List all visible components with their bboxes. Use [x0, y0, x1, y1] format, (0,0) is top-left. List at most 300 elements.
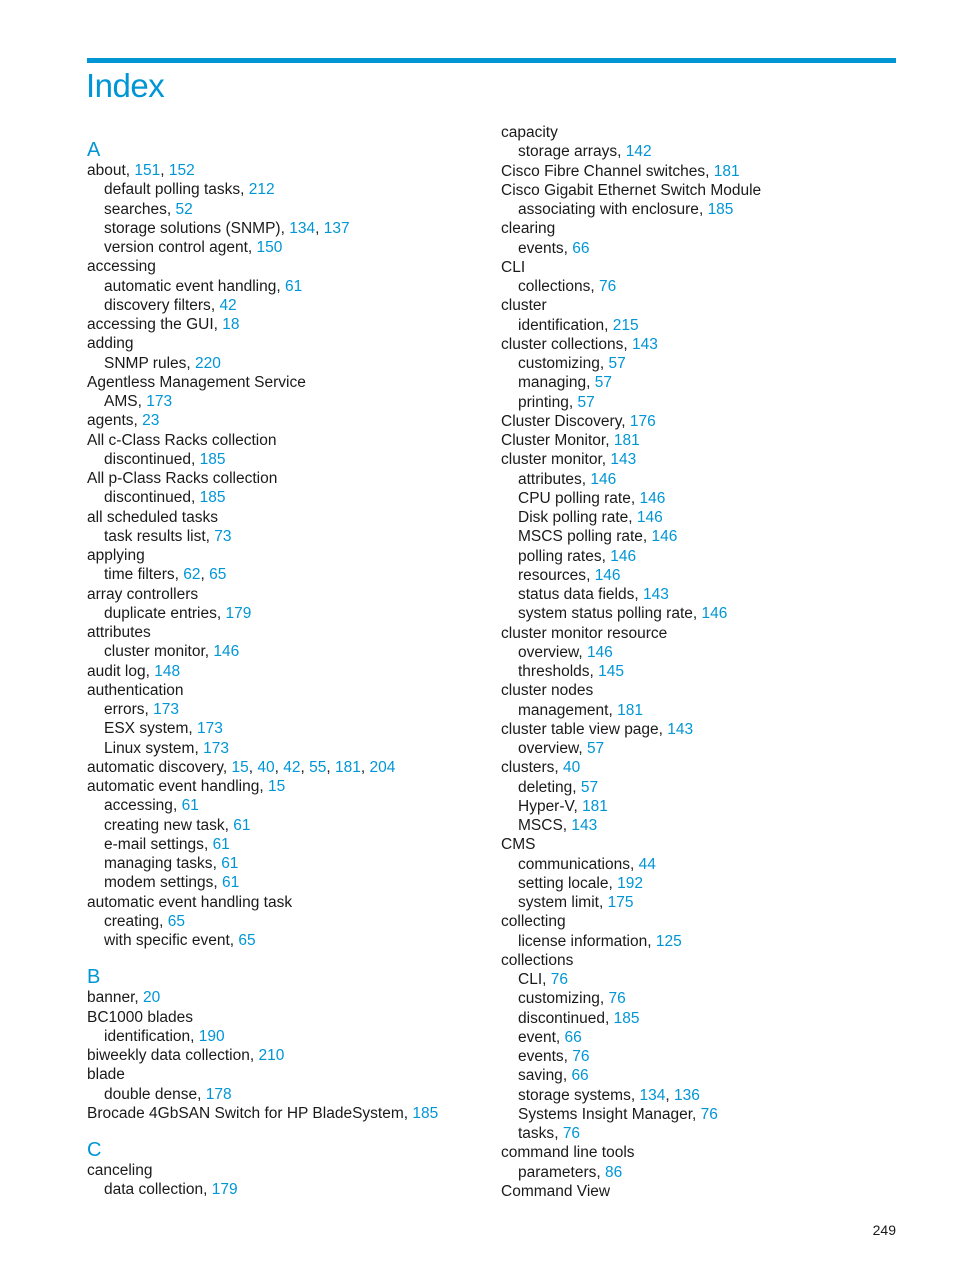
index-entry: audit log, 148: [87, 662, 181, 680]
index-entry: cluster collections, 143: [501, 335, 658, 353]
page-reference-link[interactable]: 15: [267, 778, 286, 795]
index-term: Cisco Gigabit Ethernet Switch Module: [501, 181, 762, 199]
index-entry: [87, 546, 487, 565]
index-term: e-mail settings: [104, 835, 204, 853]
page-reference-link[interactable]: 176: [629, 412, 656, 430]
page-reference-link[interactable]: 65: [167, 912, 186, 930]
page-reference-link[interactable]: 210: [258, 1047, 285, 1064]
page-reference-link[interactable]: 220: [195, 354, 221, 372]
page-reference-link[interactable]: 185: [707, 201, 734, 218]
index-term: Brocade 4GbSAN Switch for HP BladeSystem: [87, 1104, 404, 1122]
index-term: data collection: [104, 1181, 204, 1199]
page-reference-link[interactable]: 134: [289, 219, 316, 237]
index-term: agents: [87, 412, 134, 430]
index-term: creating: [104, 912, 160, 930]
page-reference-link[interactable]: 66: [571, 1067, 589, 1085]
page-reference-link[interactable]: 76: [550, 971, 568, 988]
page-reference-link[interactable]: 57: [586, 740, 605, 757]
index-subentry: MSCS, 143: [518, 817, 598, 834]
index-entry: accessing the GUI, 18: [87, 316, 240, 333]
index-term: thresholds: [518, 663, 590, 680]
index-term: version control agent: [104, 239, 248, 256]
index-term: cluster monitor: [104, 643, 205, 661]
page-reference-link[interactable]: 73: [214, 527, 232, 545]
index-subentry: deleting, 57: [518, 778, 599, 796]
index-term: Cisco Fibre Channel switches: [501, 162, 706, 180]
page-reference-link[interactable]: 181: [613, 432, 640, 449]
page-reference-link[interactable]: 146: [594, 566, 621, 584]
index-subentry: double dense, 178: [104, 1085, 232, 1103]
index-subentry: AMS, 173: [104, 393, 173, 410]
page-reference-link[interactable]: 52: [175, 200, 193, 218]
page-reference-link[interactable]: 134: [639, 1086, 666, 1104]
page-reference-link[interactable]: 173: [146, 393, 173, 410]
page-reference-link[interactable]: 57: [608, 355, 626, 372]
index-term: saving: [518, 1067, 563, 1085]
page-reference-link[interactable]: 181: [582, 797, 608, 815]
index-term: events: [518, 239, 564, 257]
index-subentry: thresholds, 145: [518, 663, 625, 680]
page-reference-link[interactable]: 65: [209, 566, 227, 584]
index-subentry: storage solutions (SNMP), 134, 137: [104, 219, 350, 237]
index-term: accessing the GUI: [87, 316, 214, 333]
index-entry: agents, 23: [87, 412, 160, 430]
index-term: discontinued: [104, 450, 192, 468]
index-entry: [87, 1161, 487, 1180]
index-subentry: version control agent, 150: [104, 239, 283, 256]
page-reference-link[interactable]: 61: [233, 816, 251, 834]
page-reference-link[interactable]: 57: [594, 374, 612, 392]
index-term: storage arrays: [518, 143, 618, 161]
page-reference-link[interactable]: 61: [284, 277, 303, 295]
index-subentry: duplicate entries, 179: [104, 604, 252, 622]
index-entry: banner, 20: [87, 989, 161, 1007]
index-subentry: customizing, 57: [518, 355, 626, 372]
page-reference-link[interactable]: 152: [168, 162, 195, 179]
index-term: CMS: [501, 836, 536, 854]
index-subentry: errors, 173: [104, 701, 179, 718]
index-subentry: searches, 52: [104, 200, 193, 218]
index-entry: [87, 431, 487, 450]
page-reference-link[interactable]: 65: [238, 932, 256, 949]
page-reference-link[interactable]: 173: [203, 739, 229, 757]
index-entry: [501, 624, 901, 643]
index-subentry: SNMP rules, 220: [104, 354, 221, 372]
index-term: CLI: [518, 971, 543, 988]
page-reference-link[interactable]: 40: [257, 758, 275, 776]
index-term: printing: [518, 393, 569, 411]
index-entry: [87, 681, 487, 700]
page-reference-link[interactable]: 137: [323, 219, 350, 237]
index-term: time filters: [104, 566, 175, 584]
index-entry: [87, 1065, 487, 1084]
index-term: canceling: [87, 1162, 153, 1179]
page-reference-link[interactable]: 76: [572, 1048, 590, 1065]
page-reference-link[interactable]: 179: [225, 604, 252, 622]
index-term: collections: [501, 951, 574, 969]
page-reference-link[interactable]: 23: [142, 412, 160, 430]
index-subentry: data collection, 179: [104, 1181, 238, 1199]
index-term: Cluster Monitor: [501, 432, 606, 449]
page-reference-link[interactable]: 146: [651, 528, 678, 546]
page-reference-link[interactable]: 61: [222, 874, 240, 892]
page-reference-link[interactable]: 181: [334, 758, 361, 776]
page-reference-link[interactable]: 145: [598, 663, 625, 680]
page-reference-link[interactable]: 185: [613, 1009, 640, 1027]
index-term: Agentless Management Service: [87, 373, 306, 391]
page-reference-link[interactable]: 175: [607, 894, 634, 911]
index-subentry: tasks, 76: [518, 1125, 581, 1142]
index-entry: automatic discovery, 15, 40, 42, 55, 181, 204: [87, 758, 396, 776]
page-reference-link[interactable]: 136: [673, 1086, 700, 1104]
index-term: double dense: [104, 1085, 198, 1103]
page-reference-link[interactable]: 57: [580, 778, 599, 796]
index-subentry: modem settings, 61: [104, 874, 240, 892]
page-reference-link[interactable]: 192: [617, 874, 643, 892]
index-term: parameters: [518, 1163, 597, 1181]
index-term: All p-Class Racks collection: [87, 470, 278, 487]
index-entry: [501, 951, 901, 970]
index-term: with specific event: [104, 932, 230, 949]
index-term: audit log: [87, 662, 146, 680]
index-term: clusters: [501, 759, 555, 777]
page-reference-link[interactable]: 20: [143, 989, 161, 1007]
index-term: license information: [518, 932, 648, 950]
index-term: cluster nodes: [501, 682, 594, 700]
page-reference-link[interactable]: 179: [211, 1181, 238, 1199]
index-subentry: task results list, 73: [104, 527, 232, 545]
index-entry: [501, 1182, 901, 1201]
index-subentry: associating with enclosure, 185: [518, 201, 734, 218]
page-reference-link[interactable]: 146: [586, 643, 613, 661]
index-column-right: [501, 123, 901, 1201]
index-term: attributes: [518, 470, 582, 488]
index-subentry: collections, 76: [518, 278, 617, 295]
index-subentry: e-mail settings, 61: [104, 835, 230, 853]
page-reference-link[interactable]: 142: [625, 143, 652, 161]
index-term: overview: [518, 643, 579, 661]
index-subentry: ESX system, 173: [104, 720, 223, 738]
index-term: capacity: [501, 124, 558, 141]
page-reference-link[interactable]: 185: [199, 450, 226, 468]
page-reference-link[interactable]: 146: [701, 605, 728, 623]
index-term: ESX system: [104, 720, 189, 738]
index-term: cluster: [501, 297, 547, 315]
index-term: default polling tasks: [104, 181, 241, 199]
index-entry: [87, 585, 487, 604]
index-subentry: discontinued, 185: [518, 1009, 640, 1027]
page-reference-link[interactable]: 18: [222, 316, 240, 333]
page-reference-link[interactable]: 61: [212, 835, 230, 853]
page-reference-link[interactable]: 15: [231, 758, 249, 776]
page-reference-link[interactable]: 181: [617, 701, 643, 719]
page-reference-link[interactable]: 55: [309, 758, 327, 776]
index-term: creating new task: [104, 816, 225, 834]
index-entry: [87, 257, 487, 276]
index-term: searches: [104, 200, 167, 218]
page-reference-link[interactable]: 40: [563, 759, 581, 777]
index-subentry: storage systems, 134, 136: [518, 1086, 700, 1104]
index-term: collections: [518, 278, 591, 295]
index-term: overview: [518, 740, 579, 757]
index-term: storage systems: [518, 1086, 631, 1104]
index-term: Systems Insight Manager: [518, 1105, 693, 1123]
index-subentry: overview, 57: [518, 740, 605, 757]
header-rule: [87, 58, 896, 63]
index-term: SNMP rules: [104, 354, 187, 372]
index-subentry: event, 66: [518, 1028, 582, 1046]
page-reference-link[interactable]: 66: [572, 239, 590, 257]
index-subentry: system status polling rate, 146: [518, 605, 728, 623]
index-term: Linux system: [104, 739, 195, 757]
index-term: biweekly data collection: [87, 1047, 250, 1064]
page-reference-link[interactable]: 146: [213, 643, 240, 661]
index-term: Cluster Discovery: [501, 412, 622, 430]
index-term: storage solutions (SNMP): [104, 219, 281, 237]
index-term: events: [518, 1048, 564, 1065]
index-term: customizing: [518, 990, 600, 1008]
index-letter-heading: C: [87, 1139, 102, 1161]
index-subentry: cluster monitor, 146: [104, 643, 240, 661]
page-reference-link[interactable]: 76: [562, 1125, 581, 1142]
index-term: cluster table view page: [501, 720, 659, 738]
index-term: system status polling rate: [518, 605, 693, 623]
page-reference-link[interactable]: 185: [199, 489, 226, 507]
page-reference-link[interactable]: 143: [667, 720, 694, 738]
index-subentry: Hyper-V, 181: [518, 797, 608, 815]
index-subentry: creating, 65: [104, 912, 186, 930]
index-subentry: saving, 66: [518, 1067, 589, 1085]
index-term: clearing: [501, 220, 556, 238]
index-term: system limit: [518, 894, 599, 911]
page-reference-link[interactable]: 146: [610, 547, 637, 565]
page-reference-link[interactable]: 66: [564, 1028, 582, 1046]
index-term: discontinued: [518, 1009, 606, 1027]
index-term: duplicate entries: [104, 604, 217, 622]
index-subentry: default polling tasks, 212: [104, 181, 275, 199]
page-reference-link[interactable]: 44: [638, 855, 656, 873]
index-subentry: identification, 190: [104, 1027, 225, 1045]
index-subentry: discovery filters, 42: [104, 296, 237, 314]
index-term: setting locale: [518, 874, 609, 892]
index-entry: [501, 681, 901, 700]
page-reference-link[interactable]: 148: [154, 662, 181, 680]
index-subentry: parameters, 86: [518, 1163, 623, 1181]
page-reference-link[interactable]: 42: [283, 758, 301, 776]
index-term: discontinued: [104, 489, 192, 507]
index-entry: [87, 469, 487, 488]
page-reference-link[interactable]: 190: [198, 1027, 225, 1045]
page-reference-link[interactable]: 86: [605, 1163, 623, 1181]
index-subentry: events, 66: [518, 239, 590, 257]
index-term: CPU polling rate: [518, 489, 631, 507]
index-entry: [501, 123, 901, 142]
page-reference-link[interactable]: 143: [631, 335, 658, 353]
index-term: managing: [518, 374, 587, 392]
index-entry: about, 151, 152: [87, 162, 195, 179]
index-term: accessing: [104, 797, 173, 815]
page-reference-link[interactable]: 61: [181, 797, 199, 815]
index-subentry: CPU polling rate, 146: [518, 489, 666, 507]
index-entry: [87, 1008, 487, 1027]
index-term: automatic event handling task: [87, 893, 293, 911]
page-reference-link[interactable]: 204: [369, 758, 396, 776]
index-entry: [87, 893, 487, 912]
page-reference-link[interactable]: 76: [608, 990, 626, 1008]
index-subentry: Disk polling rate, 146: [518, 509, 663, 526]
index-subentry: communications, 44: [518, 855, 656, 873]
index-term: adding: [87, 335, 134, 353]
index-term: MSCS polling rate: [518, 528, 643, 546]
index-term: AMS: [104, 393, 138, 410]
index-entry: clusters, 40: [501, 759, 581, 777]
index-term: cluster monitor: [501, 451, 602, 469]
page-reference-link[interactable]: 61: [221, 855, 239, 872]
index-term: resources: [518, 566, 587, 584]
index-term: collecting: [501, 913, 566, 931]
index-subentry: setting locale, 192: [518, 874, 643, 892]
page-reference-link[interactable]: 173: [197, 720, 223, 738]
index-subentry: discontinued, 185: [104, 489, 226, 507]
index-term: customizing: [518, 355, 600, 372]
index-term: errors: [104, 701, 145, 718]
index-subentry: identification, 215: [518, 316, 639, 334]
index-subentry: storage arrays, 142: [518, 143, 652, 161]
page-reference-link[interactable]: 62: [183, 566, 201, 584]
index-term: managing tasks: [104, 855, 213, 872]
index-subentry: creating new task, 61: [104, 816, 251, 834]
index-term: communications: [518, 855, 630, 873]
page-reference-link[interactable]: 212: [248, 181, 275, 199]
index-entry: Cluster Discovery, 176: [501, 412, 656, 430]
index-term: Hyper-V: [518, 797, 574, 815]
index-term: task results list: [104, 527, 206, 545]
index-term: cluster monitor resource: [501, 624, 668, 642]
page-reference-link[interactable]: 151: [134, 162, 161, 179]
index-subentry: status data fields, 143: [518, 586, 669, 603]
page-reference-link[interactable]: 173: [153, 701, 179, 718]
index-entry: [87, 508, 487, 527]
index-entry: [87, 623, 487, 642]
index-term: associating with enclosure: [518, 201, 699, 218]
page-reference-link[interactable]: 42: [219, 296, 237, 314]
index-term: attributes: [87, 624, 151, 641]
page-reference-link[interactable]: 178: [205, 1085, 232, 1103]
index-term: CLI: [501, 258, 526, 276]
index-entry: [501, 181, 901, 200]
index-subentry: automatic event handling, 61: [104, 277, 303, 295]
index-entry: cluster table view page, 143: [501, 720, 694, 738]
index-entry: Brocade 4GbSAN Switch for HP BladeSystem, 185: [87, 1104, 439, 1122]
index-entry: [501, 912, 901, 931]
index-term: automatic event handling: [104, 277, 277, 295]
index-subentry: Linux system, 173: [104, 739, 229, 757]
index-entry: Cisco Fibre Channel switches, 181: [501, 162, 740, 180]
page-reference-link[interactable]: 215: [612, 316, 639, 334]
index-term: MSCS: [518, 817, 563, 834]
index-subentry: with specific event, 65: [104, 932, 256, 949]
index-term: authentication: [87, 681, 184, 699]
index-term: event: [518, 1028, 556, 1046]
index-subentry: polling rates, 146: [518, 547, 637, 565]
page-reference-link[interactable]: 146: [639, 489, 666, 507]
page-reference-link[interactable]: 146: [636, 509, 663, 526]
index-term: Command View: [501, 1182, 611, 1200]
index-entry: [501, 296, 901, 315]
page-reference-link[interactable]: 125: [655, 932, 682, 950]
index-term: blade: [87, 1066, 125, 1084]
page-reference-link[interactable]: 143: [610, 451, 637, 469]
index-term: command line tools: [501, 1144, 635, 1162]
index-subentry: time filters, 62, 65: [104, 566, 227, 584]
page-reference-link[interactable]: 150: [256, 239, 283, 256]
index-entry: automatic event handling, 15: [87, 778, 286, 795]
index-subentry: accessing, 61: [104, 797, 199, 815]
index-term: All c-Class Racks collection: [87, 431, 277, 449]
page-reference-link[interactable]: 143: [571, 817, 598, 834]
index-term: identification: [518, 316, 605, 334]
index-entry: [501, 1143, 901, 1162]
index-column-left: [87, 123, 487, 1200]
index-term: deleting: [518, 778, 573, 796]
page-reference-link[interactable]: 57: [577, 393, 595, 411]
index-term: modem settings: [104, 874, 214, 892]
index-term: cluster collections: [501, 335, 624, 353]
index-term: identification: [104, 1027, 191, 1045]
index-entry: [87, 334, 487, 353]
page-reference-link[interactable]: 76: [700, 1105, 718, 1123]
index-subentry: CLI, 76: [518, 971, 568, 988]
index-entry: [501, 219, 901, 238]
index-subentry: overview, 146: [518, 643, 613, 661]
index-subentry: managing, 57: [518, 374, 612, 392]
index-subentry: attributes, 146: [518, 470, 617, 488]
page-reference-link[interactable]: 185: [412, 1104, 439, 1122]
index-term: accessing: [87, 258, 156, 276]
index-subentry: discontinued, 185: [104, 450, 226, 468]
index-term: polling rates: [518, 547, 602, 565]
page-reference-link[interactable]: 143: [642, 586, 669, 603]
index-subentry: managing tasks, 61: [104, 855, 239, 872]
index-subentry: resources, 146: [518, 566, 621, 584]
index-entry: cluster monitor, 143: [501, 451, 637, 469]
index-subentry: printing, 57: [518, 393, 595, 411]
index-subentry: events, 76: [518, 1048, 590, 1065]
index-subentry: system limit, 175: [518, 894, 634, 911]
index-subentry: license information, 125: [518, 932, 682, 950]
index-term: management: [518, 701, 609, 719]
page-title: Index: [86, 67, 165, 104]
index-term: all scheduled tasks: [87, 508, 218, 526]
index-subentry: customizing, 76: [518, 990, 626, 1008]
page-reference-link[interactable]: 181: [713, 162, 740, 180]
index-term: automatic discovery: [87, 758, 223, 776]
index-term: about: [87, 162, 126, 179]
page-reference-link[interactable]: 146: [590, 470, 617, 488]
index-term: array controllers: [87, 585, 199, 603]
page-number: 249: [872, 1222, 896, 1238]
index-entry: biweekly data collection, 210: [87, 1047, 285, 1064]
page-reference-link[interactable]: 76: [599, 278, 617, 295]
index-subentry: MSCS polling rate, 146: [518, 528, 678, 546]
index-entry: [501, 835, 901, 854]
index-entry: Cluster Monitor, 181: [501, 432, 640, 449]
index-letter-heading: A: [87, 139, 101, 161]
index-term: applying: [87, 547, 145, 564]
index-term: banner: [87, 989, 135, 1007]
index-term: automatic event handling: [87, 778, 260, 795]
index-term: BC1000 blades: [87, 1008, 193, 1026]
